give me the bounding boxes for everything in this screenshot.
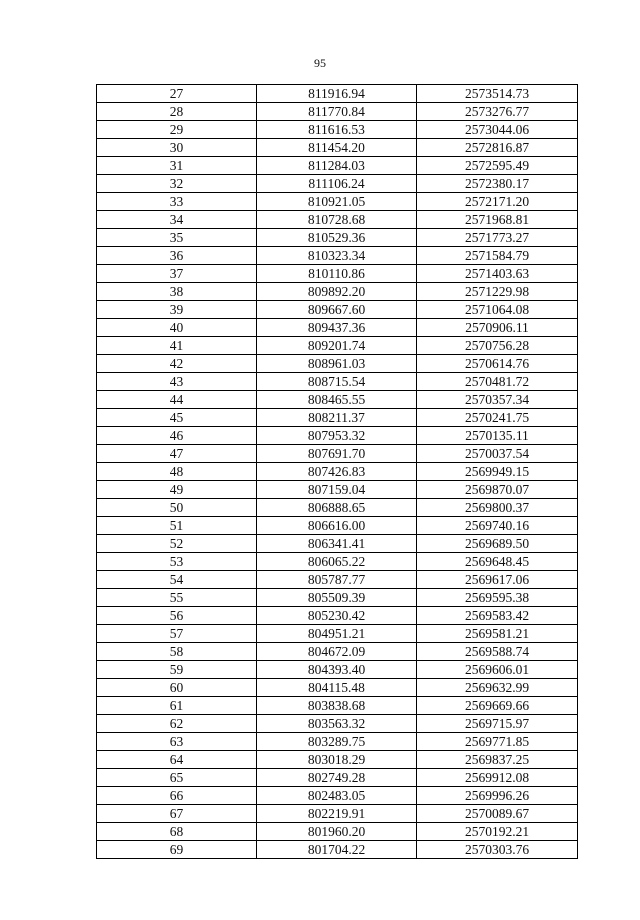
- y-coordinate-cell: 2569740.16: [417, 517, 578, 535]
- point-number-cell: 34: [97, 211, 257, 229]
- y-coordinate-cell: 2571968.81: [417, 211, 578, 229]
- x-coordinate-cell: 807691.70: [257, 445, 417, 463]
- y-coordinate-cell: 2570481.72: [417, 373, 578, 391]
- point-number-cell: 58: [97, 643, 257, 661]
- y-coordinate-cell: 2571773.27: [417, 229, 578, 247]
- point-number-cell: 43: [97, 373, 257, 391]
- y-coordinate-cell: 2572380.17: [417, 175, 578, 193]
- y-coordinate-cell: 2571064.08: [417, 301, 578, 319]
- point-number-cell: 65: [97, 769, 257, 787]
- y-coordinate-cell: 2570241.75: [417, 409, 578, 427]
- point-number-cell: 52: [97, 535, 257, 553]
- point-number-cell: 50: [97, 499, 257, 517]
- point-number-cell: 30: [97, 139, 257, 157]
- x-coordinate-cell: 811616.53: [257, 121, 417, 139]
- x-coordinate-cell: 806065.22: [257, 553, 417, 571]
- y-coordinate-cell: 2569606.01: [417, 661, 578, 679]
- point-number-cell: 60: [97, 679, 257, 697]
- x-coordinate-cell: 805787.77: [257, 571, 417, 589]
- table-row: [97, 247, 578, 265]
- y-coordinate-cell: 2572816.87: [417, 139, 578, 157]
- x-coordinate-cell: 808211.37: [257, 409, 417, 427]
- point-number-cell: 28: [97, 103, 257, 121]
- table-row: [97, 733, 578, 751]
- x-coordinate-cell: 806616.00: [257, 517, 417, 535]
- point-number-cell: 35: [97, 229, 257, 247]
- x-coordinate-cell: 808465.55: [257, 391, 417, 409]
- x-coordinate-cell: 803563.32: [257, 715, 417, 733]
- x-coordinate-cell: 810921.05: [257, 193, 417, 211]
- y-coordinate-cell: 2569595.38: [417, 589, 578, 607]
- y-coordinate-cell: 2569800.37: [417, 499, 578, 517]
- point-number-cell: 62: [97, 715, 257, 733]
- y-coordinate-cell: 2573276.77: [417, 103, 578, 121]
- point-number-cell: 49: [97, 481, 257, 499]
- point-number-cell: 61: [97, 697, 257, 715]
- coordinates-table: [96, 84, 578, 859]
- y-coordinate-cell: 2569632.99: [417, 679, 578, 697]
- table-row: [97, 355, 578, 373]
- point-number-cell: 37: [97, 265, 257, 283]
- x-coordinate-cell: 810110.86: [257, 265, 417, 283]
- point-number-cell: 32: [97, 175, 257, 193]
- point-number-cell: 45: [97, 409, 257, 427]
- point-number-cell: 41: [97, 337, 257, 355]
- table-row: [97, 517, 578, 535]
- table-row: [97, 787, 578, 805]
- point-number-cell: 53: [97, 553, 257, 571]
- y-coordinate-cell: 2569689.50: [417, 535, 578, 553]
- table-row: [97, 661, 578, 679]
- table-row: [97, 751, 578, 769]
- point-number-cell: 56: [97, 607, 257, 625]
- x-coordinate-cell: 804393.40: [257, 661, 417, 679]
- x-coordinate-cell: 807159.04: [257, 481, 417, 499]
- y-coordinate-cell: 2571584.79: [417, 247, 578, 265]
- y-coordinate-cell: 2569771.85: [417, 733, 578, 751]
- point-number-cell: 38: [97, 283, 257, 301]
- y-coordinate-cell: 2570192.21: [417, 823, 578, 841]
- x-coordinate-cell: 809437.36: [257, 319, 417, 337]
- y-coordinate-cell: 2569949.15: [417, 463, 578, 481]
- table-row: [97, 571, 578, 589]
- table-row: [97, 445, 578, 463]
- x-coordinate-cell: 810728.68: [257, 211, 417, 229]
- table-row: [97, 283, 578, 301]
- y-coordinate-cell: 2569669.66: [417, 697, 578, 715]
- y-coordinate-cell: 2569581.21: [417, 625, 578, 643]
- x-coordinate-cell: 803838.68: [257, 697, 417, 715]
- x-coordinate-cell: 802483.05: [257, 787, 417, 805]
- x-coordinate-cell: 807426.83: [257, 463, 417, 481]
- point-number-cell: 67: [97, 805, 257, 823]
- point-number-cell: 39: [97, 301, 257, 319]
- point-number-cell: 29: [97, 121, 257, 139]
- table-row: [97, 301, 578, 319]
- y-coordinate-cell: 2570037.54: [417, 445, 578, 463]
- y-coordinate-cell: 2569648.45: [417, 553, 578, 571]
- x-coordinate-cell: 806341.41: [257, 535, 417, 553]
- table-row: [97, 193, 578, 211]
- point-number-cell: 51: [97, 517, 257, 535]
- table-row: [97, 499, 578, 517]
- x-coordinate-cell: 811916.94: [257, 85, 417, 103]
- x-coordinate-cell: 806888.65: [257, 499, 417, 517]
- y-coordinate-cell: 2570303.76: [417, 841, 578, 859]
- y-coordinate-cell: 2573044.06: [417, 121, 578, 139]
- x-coordinate-cell: 811284.03: [257, 157, 417, 175]
- point-number-cell: 55: [97, 589, 257, 607]
- x-coordinate-cell: 811770.84: [257, 103, 417, 121]
- y-coordinate-cell: 2569912.08: [417, 769, 578, 787]
- y-coordinate-cell: 2569837.25: [417, 751, 578, 769]
- x-coordinate-cell: 808961.03: [257, 355, 417, 373]
- x-coordinate-cell: 808715.54: [257, 373, 417, 391]
- table-row: [97, 229, 578, 247]
- table-row: [97, 157, 578, 175]
- point-number-cell: 47: [97, 445, 257, 463]
- x-coordinate-cell: 809892.20: [257, 283, 417, 301]
- coordinates-table-body: [97, 85, 578, 859]
- table-row: [97, 373, 578, 391]
- x-coordinate-cell: 809201.74: [257, 337, 417, 355]
- table-row: [97, 427, 578, 445]
- point-number-cell: 36: [97, 247, 257, 265]
- x-coordinate-cell: 807953.32: [257, 427, 417, 445]
- table-row: [97, 103, 578, 121]
- x-coordinate-cell: 811106.24: [257, 175, 417, 193]
- point-number-cell: 54: [97, 571, 257, 589]
- y-coordinate-cell: 2569617.06: [417, 571, 578, 589]
- table-row: [97, 391, 578, 409]
- y-coordinate-cell: 2570756.28: [417, 337, 578, 355]
- x-coordinate-cell: 803289.75: [257, 733, 417, 751]
- table-row: [97, 85, 578, 103]
- table-row: [97, 211, 578, 229]
- x-coordinate-cell: 803018.29: [257, 751, 417, 769]
- point-number-cell: 44: [97, 391, 257, 409]
- y-coordinate-cell: 2570135.11: [417, 427, 578, 445]
- y-coordinate-cell: 2571229.98: [417, 283, 578, 301]
- table-row: [97, 463, 578, 481]
- x-coordinate-cell: 810529.36: [257, 229, 417, 247]
- point-number-cell: 27: [97, 85, 257, 103]
- point-number-cell: 69: [97, 841, 257, 859]
- x-coordinate-cell: 801704.22: [257, 841, 417, 859]
- table-row: [97, 535, 578, 553]
- y-coordinate-cell: 2570614.76: [417, 355, 578, 373]
- table-row: [97, 409, 578, 427]
- y-coordinate-cell: 2569583.42: [417, 607, 578, 625]
- table-row: [97, 769, 578, 787]
- y-coordinate-cell: 2569588.74: [417, 643, 578, 661]
- y-coordinate-cell: 2569996.26: [417, 787, 578, 805]
- table-row: [97, 841, 578, 859]
- table-row: [97, 823, 578, 841]
- point-number-cell: 66: [97, 787, 257, 805]
- point-number-cell: 57: [97, 625, 257, 643]
- table-row: [97, 607, 578, 625]
- point-number-cell: 31: [97, 157, 257, 175]
- table-row: [97, 139, 578, 157]
- x-coordinate-cell: 804951.21: [257, 625, 417, 643]
- point-number-cell: 40: [97, 319, 257, 337]
- table-row: [97, 337, 578, 355]
- y-coordinate-cell: 2569715.97: [417, 715, 578, 733]
- point-number-cell: 48: [97, 463, 257, 481]
- point-number-cell: 33: [97, 193, 257, 211]
- x-coordinate-cell: 809667.60: [257, 301, 417, 319]
- y-coordinate-cell: 2572171.20: [417, 193, 578, 211]
- table-row: [97, 625, 578, 643]
- table-row: [97, 319, 578, 337]
- x-coordinate-cell: 811454.20: [257, 139, 417, 157]
- y-coordinate-cell: 2573514.73: [417, 85, 578, 103]
- point-number-cell: 64: [97, 751, 257, 769]
- table-row: [97, 121, 578, 139]
- table-row: [97, 715, 578, 733]
- x-coordinate-cell: 805509.39: [257, 589, 417, 607]
- x-coordinate-cell: 802749.28: [257, 769, 417, 787]
- table-row: [97, 589, 578, 607]
- x-coordinate-cell: 802219.91: [257, 805, 417, 823]
- table-row: [97, 175, 578, 193]
- table-row: [97, 643, 578, 661]
- table-row: [97, 805, 578, 823]
- page-number: 95: [314, 56, 326, 70]
- table-row: [97, 697, 578, 715]
- x-coordinate-cell: 805230.42: [257, 607, 417, 625]
- point-number-cell: 59: [97, 661, 257, 679]
- point-number-cell: 63: [97, 733, 257, 751]
- point-number-cell: 42: [97, 355, 257, 373]
- y-coordinate-cell: 2570906.11: [417, 319, 578, 337]
- x-coordinate-cell: 801960.20: [257, 823, 417, 841]
- x-coordinate-cell: 804672.09: [257, 643, 417, 661]
- y-coordinate-cell: 2571403.63: [417, 265, 578, 283]
- point-number-cell: 46: [97, 427, 257, 445]
- y-coordinate-cell: 2572595.49: [417, 157, 578, 175]
- table-row: [97, 679, 578, 697]
- y-coordinate-cell: 2570089.67: [417, 805, 578, 823]
- x-coordinate-cell: 810323.34: [257, 247, 417, 265]
- table-row: [97, 265, 578, 283]
- x-coordinate-cell: 804115.48: [257, 679, 417, 697]
- y-coordinate-cell: 2570357.34: [417, 391, 578, 409]
- point-number-cell: 68: [97, 823, 257, 841]
- table-row: [97, 481, 578, 499]
- y-coordinate-cell: 2569870.07: [417, 481, 578, 499]
- table-row: [97, 553, 578, 571]
